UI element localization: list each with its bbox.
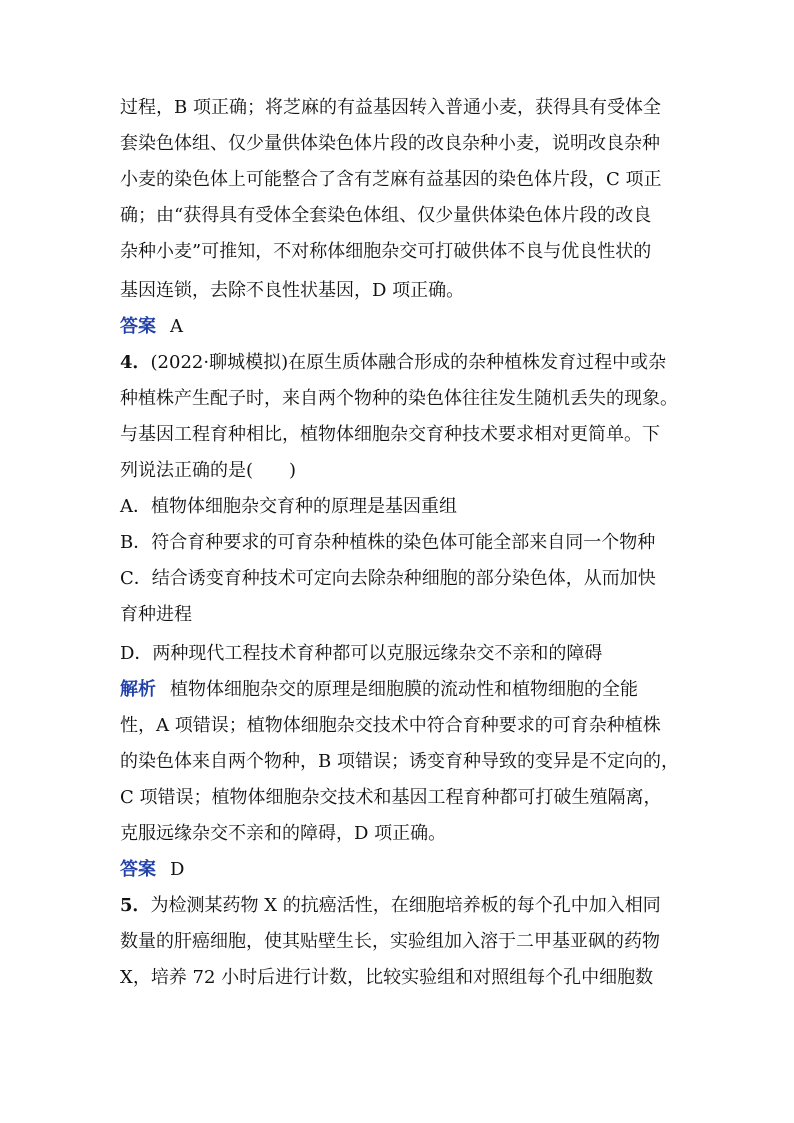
text-line: 小麦的染色体上可能整合了含有芝麻有益基因的染色体片段，C 项正 bbox=[120, 169, 662, 190]
option-c-cont: 育种进程 bbox=[120, 604, 192, 625]
question-stem-text: 为检测某药物 X 的抗癌活性，在细胞培养板的每个孔中加入相同 bbox=[150, 895, 661, 916]
option-b: B．符合育种要求的可育杂种植株的染色体可能全部来自同一个物种 bbox=[120, 532, 656, 553]
text-line: 套染色体组、仅少量供体染色体片段的改良杂种小麦，说明改良杂种 bbox=[120, 133, 660, 154]
option-a: A．植物体细胞杂交育种的原理是基因重组 bbox=[120, 496, 457, 517]
question-stem-line: 种植株产生配子时，来自两个物种的染色体往往发生随机丢失的现象。 bbox=[120, 388, 678, 409]
question-stem-line bbox=[120, 351, 666, 375]
question-stem-line: X，培养 72 小时后进行计数，比较实验组和对照组每个孔中细胞数 bbox=[120, 967, 654, 988]
answer-label: 答案 bbox=[120, 859, 156, 880]
explanation-line: 性，A 项错误；植物体细胞杂交技术中符合育种要求的可育杂种植株 bbox=[120, 715, 661, 736]
explanation-line: 克服远缘杂交不亲和的障碍，D 项正确。 bbox=[120, 823, 447, 844]
answer-row bbox=[120, 315, 183, 339]
question-stem-line: 列说法正确的是( ) bbox=[120, 460, 297, 481]
text-line: 基因连锁，去除不良性状基因，D 项正确。 bbox=[120, 280, 465, 301]
question-stem-line bbox=[120, 894, 661, 918]
explanation-line: C 项错误；植物体细胞杂交技术和基因工程育种都可打破生殖隔离， bbox=[120, 787, 662, 808]
question-number: 5． bbox=[120, 895, 151, 916]
answer-row bbox=[120, 858, 184, 882]
question-stem-line: 与基因工程育种相比，植物体细胞杂交育种技术要求相对更简单。下 bbox=[120, 424, 660, 445]
option-d: D．两种现代工程技术育种都可以克服远缘杂交不亲和的障碍 bbox=[120, 643, 603, 664]
explanation-line bbox=[120, 678, 638, 702]
explanation-text: 植物体细胞杂交的原理是细胞膜的流动性和植物细胞的全能 bbox=[170, 679, 638, 700]
question-stem-line: 数量的肝癌细胞，使其贴壁生长，实验组加入溶于二甲基亚砜的药物 bbox=[120, 931, 660, 952]
question-stem-text: (2022·聊城模拟)在原生质体融合形成的杂种植株发育过程中或杂 bbox=[150, 352, 667, 373]
answer-label: 答案 bbox=[120, 316, 156, 337]
text-line: 杂种小麦”可推知，不对称体细胞杂交可打破供体不良与优良性状的 bbox=[120, 241, 652, 262]
answer-value: A bbox=[170, 316, 183, 337]
text-line: 过程，B 项正确；将芝麻的有益基因转入普通小麦，获得具有受体全 bbox=[120, 97, 661, 118]
explanation-line: 的染色体来自两个物种，B 项错误；诱变育种导致的变异是不定向的， bbox=[120, 751, 679, 772]
explanation-label: 解析 bbox=[120, 679, 156, 700]
text-line: 确；由“获得具有受体全套染色体组、仅少量供体染色体片段的改良 bbox=[120, 205, 652, 226]
answer-value: D bbox=[170, 859, 185, 880]
option-c: C．结合诱变育种技术可定向去除杂种细胞的部分染色体，从而加快 bbox=[120, 568, 656, 589]
question-number: 4． bbox=[120, 352, 151, 373]
